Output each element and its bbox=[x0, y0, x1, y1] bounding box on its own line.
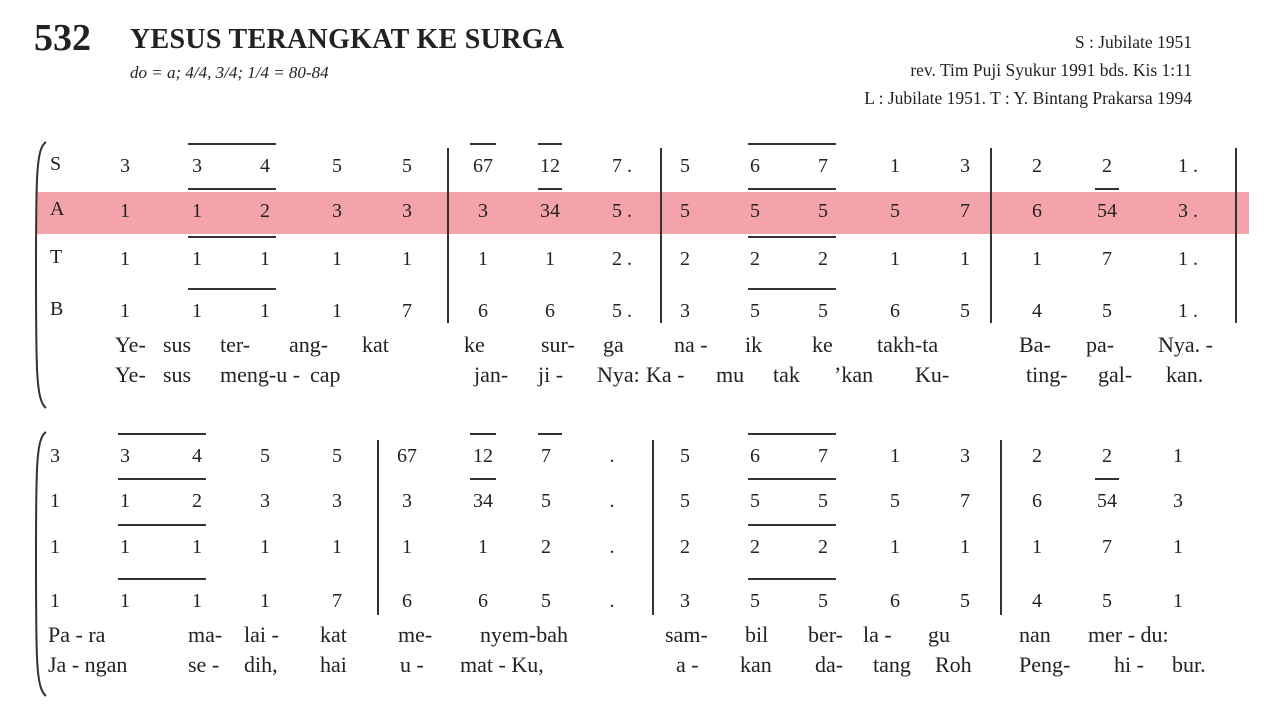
lyric: kan bbox=[740, 652, 772, 677]
note: 6 bbox=[478, 590, 488, 612]
lyric: dih, bbox=[244, 652, 278, 677]
overbar bbox=[188, 288, 276, 290]
note: 5 bbox=[260, 445, 270, 467]
lyric: ke bbox=[464, 332, 485, 357]
overbar bbox=[1095, 478, 1119, 480]
lyric: nan bbox=[1019, 622, 1051, 647]
note: 1 bbox=[1032, 536, 1042, 558]
note: . bbox=[609, 490, 615, 512]
note: 7 bbox=[541, 445, 551, 467]
note: 1 bbox=[50, 490, 60, 512]
lyric: ber- bbox=[808, 622, 843, 647]
note: 5 bbox=[402, 155, 412, 177]
lyric: Ku- bbox=[915, 362, 950, 387]
note: 1 bbox=[192, 590, 202, 612]
note: 12 bbox=[540, 155, 560, 177]
note: 6 bbox=[1032, 490, 1042, 512]
note: 6 bbox=[750, 445, 760, 467]
note: 3 bbox=[1173, 490, 1183, 512]
note: 2 bbox=[260, 200, 270, 222]
note: 2 bbox=[192, 490, 202, 512]
lyric: ma- bbox=[188, 622, 223, 647]
note: 1 bbox=[960, 248, 970, 270]
note: 1 bbox=[1173, 536, 1183, 558]
note: 3 . bbox=[1178, 200, 1198, 222]
part-label: A bbox=[50, 198, 65, 220]
note: 54 bbox=[1097, 490, 1117, 512]
overbar bbox=[470, 433, 496, 435]
note: 1 bbox=[120, 200, 130, 222]
lyric: kan. bbox=[1166, 362, 1204, 387]
note: . bbox=[609, 590, 615, 612]
lyric: Peng- bbox=[1019, 652, 1071, 677]
note: 5 bbox=[1102, 300, 1112, 322]
note: 1 bbox=[260, 300, 270, 322]
note: 5 bbox=[541, 490, 551, 512]
key-meter: do = a; 4/4, 3/4; 1/4 = 80-84 bbox=[130, 63, 329, 82]
lyric: Ja - ngan bbox=[48, 652, 128, 677]
note: 1 bbox=[1032, 248, 1042, 270]
barline bbox=[660, 148, 662, 323]
note: 5 bbox=[332, 445, 342, 467]
overbar bbox=[748, 236, 836, 238]
lyric: bur. bbox=[1172, 652, 1206, 677]
note: 1 bbox=[890, 536, 900, 558]
overbar bbox=[470, 478, 496, 480]
note: 1 bbox=[890, 248, 900, 270]
lyric: mu bbox=[716, 362, 745, 387]
note: 1 bbox=[120, 590, 130, 612]
note: 1 bbox=[50, 590, 60, 612]
note: 6 bbox=[545, 300, 555, 322]
overbar bbox=[118, 433, 206, 435]
note: 1 . bbox=[1178, 300, 1198, 322]
note: 7 bbox=[1102, 536, 1112, 558]
lyric: na - bbox=[674, 332, 708, 357]
lyric: me- bbox=[398, 622, 433, 647]
note: 7 bbox=[402, 300, 412, 322]
overbar bbox=[748, 478, 836, 480]
note: 7 bbox=[332, 590, 342, 612]
note: 1 bbox=[50, 536, 60, 558]
note: 5 bbox=[1102, 590, 1112, 612]
note: 5 bbox=[680, 445, 690, 467]
lyric: mat - Ku, bbox=[460, 652, 544, 677]
lyric: ter- bbox=[220, 332, 251, 357]
lyric: ’kan bbox=[834, 362, 874, 387]
lyric: hai bbox=[320, 652, 347, 677]
note: 1 bbox=[260, 590, 270, 612]
part-label: T bbox=[50, 246, 63, 268]
note: 2 bbox=[680, 248, 690, 270]
lyric: meng-u - bbox=[220, 362, 301, 387]
note: 5 bbox=[890, 490, 900, 512]
lyric: mer - du: bbox=[1088, 622, 1169, 647]
note: 5 bbox=[750, 490, 760, 512]
note: 5 bbox=[680, 490, 690, 512]
note: 2 bbox=[541, 536, 551, 558]
note: . bbox=[609, 445, 615, 467]
note: 6 bbox=[750, 155, 760, 177]
overbar bbox=[748, 524, 836, 526]
note: 3 bbox=[680, 590, 690, 612]
note: 7 . bbox=[612, 155, 632, 177]
lyric: Pa - ra bbox=[48, 622, 106, 647]
note: 1 bbox=[402, 248, 412, 270]
note: 1 bbox=[120, 300, 130, 322]
lyric: gu bbox=[928, 622, 950, 647]
lyric: Nya: bbox=[597, 362, 640, 387]
lyric: Ka - bbox=[646, 362, 685, 387]
lyric: ga bbox=[603, 332, 624, 357]
note: 2 bbox=[818, 248, 828, 270]
note: 3 bbox=[960, 155, 970, 177]
note: 2 bbox=[1102, 445, 1112, 467]
note: 1 bbox=[192, 200, 202, 222]
lyric: lai - bbox=[244, 622, 279, 647]
note: 2 bbox=[818, 536, 828, 558]
note: 67 bbox=[473, 155, 493, 177]
note: 1 bbox=[890, 445, 900, 467]
barline bbox=[1235, 148, 1237, 323]
note: 6 bbox=[1032, 200, 1042, 222]
note: 1 bbox=[960, 536, 970, 558]
note: 5 bbox=[960, 300, 970, 322]
lyric: gal- bbox=[1098, 362, 1133, 387]
note: 2 bbox=[680, 536, 690, 558]
note: 6 bbox=[890, 590, 900, 612]
lyric: kat bbox=[320, 622, 347, 647]
hymn-title: YESUS TERANGKAT KE SURGA bbox=[130, 24, 565, 55]
note: 34 bbox=[540, 200, 560, 222]
note: 2 bbox=[1032, 445, 1042, 467]
note: 5 bbox=[818, 200, 828, 222]
lyric: hi - bbox=[1114, 652, 1144, 677]
note: 1 bbox=[192, 536, 202, 558]
note: 1 bbox=[1173, 445, 1183, 467]
note: 3 bbox=[332, 200, 342, 222]
lyric: jan- bbox=[474, 362, 509, 387]
note: . bbox=[609, 536, 615, 558]
note: 3 bbox=[680, 300, 690, 322]
part-label: B bbox=[50, 298, 64, 320]
part-label: S bbox=[50, 153, 62, 175]
note: 2 . bbox=[612, 248, 632, 270]
note: 3 bbox=[120, 155, 130, 177]
lyric: bil bbox=[745, 622, 769, 647]
note: 6 bbox=[478, 300, 488, 322]
note: 4 bbox=[260, 155, 270, 177]
lyric: Ba- bbox=[1019, 332, 1051, 357]
note: 1 bbox=[545, 248, 555, 270]
note: 4 bbox=[192, 445, 202, 467]
lyric: a - bbox=[676, 652, 699, 677]
overbar bbox=[470, 143, 496, 145]
note: 54 bbox=[1097, 200, 1117, 222]
note: 1 bbox=[260, 248, 270, 270]
barline bbox=[377, 440, 379, 615]
note: 5 bbox=[332, 155, 342, 177]
note: 1 bbox=[260, 536, 270, 558]
note: 7 bbox=[960, 200, 970, 222]
lyric: ik bbox=[745, 332, 763, 357]
note: 5 . bbox=[612, 300, 632, 322]
note: 5 bbox=[818, 300, 828, 322]
note: 5 bbox=[818, 590, 828, 612]
lyric: Nya. - bbox=[1158, 332, 1213, 357]
barline bbox=[652, 440, 654, 615]
note: 1 bbox=[192, 248, 202, 270]
note: 2 bbox=[750, 248, 760, 270]
note: 7 bbox=[1102, 248, 1112, 270]
note: 7 bbox=[960, 490, 970, 512]
system-1-brace bbox=[30, 140, 50, 410]
note: 3 bbox=[332, 490, 342, 512]
lyric: sus bbox=[163, 362, 192, 387]
note: 3 bbox=[192, 155, 202, 177]
note: 5 bbox=[750, 200, 760, 222]
barline bbox=[990, 148, 992, 323]
lyric: la - bbox=[863, 622, 892, 647]
lyric: nyem-bah bbox=[480, 622, 568, 647]
lyric: kat bbox=[362, 332, 389, 357]
note: 6 bbox=[890, 300, 900, 322]
lyric: Ye- bbox=[115, 362, 146, 387]
barline bbox=[447, 148, 449, 323]
credit-line-2: rev. Tim Puji Syukur 1991 bds. Kis 1:11 bbox=[910, 60, 1192, 80]
overbar bbox=[748, 188, 836, 190]
overbar bbox=[188, 188, 276, 190]
lyric: takh-ta bbox=[877, 332, 939, 357]
note: 1 bbox=[478, 536, 488, 558]
note: 3 bbox=[120, 445, 130, 467]
overbar bbox=[188, 236, 276, 238]
lyric: Roh bbox=[935, 652, 972, 677]
note: 5 bbox=[890, 200, 900, 222]
note: 1 bbox=[890, 155, 900, 177]
overbar bbox=[1095, 188, 1119, 190]
overbar bbox=[118, 524, 206, 526]
barline bbox=[1000, 440, 1002, 615]
note: 3 bbox=[960, 445, 970, 467]
note: 2 bbox=[1032, 155, 1042, 177]
note: 5 bbox=[680, 200, 690, 222]
note: 2 bbox=[1102, 155, 1112, 177]
overbar bbox=[118, 478, 206, 480]
note: 5 . bbox=[612, 200, 632, 222]
overbar bbox=[118, 578, 206, 580]
credit-line-1: S : Jubilate 1951 bbox=[1074, 32, 1192, 52]
note: 1 bbox=[332, 300, 342, 322]
note: 1 bbox=[1173, 590, 1183, 612]
note: 3 bbox=[402, 200, 412, 222]
note: 34 bbox=[473, 490, 493, 512]
overbar bbox=[748, 143, 836, 145]
lyric: ting- bbox=[1026, 362, 1068, 387]
note: 2 bbox=[750, 536, 760, 558]
overbar bbox=[188, 143, 276, 145]
overbar bbox=[748, 578, 836, 580]
note: 3 bbox=[50, 445, 60, 467]
lyric: sur- bbox=[541, 332, 575, 357]
note: 1 bbox=[332, 536, 342, 558]
note: 1 . bbox=[1178, 248, 1198, 270]
credit-line-3: L : Jubilate 1951. T : Y. Bintang Prakarsa 1994 bbox=[864, 88, 1192, 108]
note: 6 bbox=[402, 590, 412, 612]
lyric: Ye- bbox=[115, 332, 146, 357]
lyric: tang bbox=[873, 652, 911, 677]
note: 4 bbox=[1032, 300, 1042, 322]
lyric: ke bbox=[812, 332, 833, 357]
note: 12 bbox=[473, 445, 493, 467]
note: 5 bbox=[960, 590, 970, 612]
note: 3 bbox=[478, 200, 488, 222]
note: 4 bbox=[1032, 590, 1042, 612]
note: 1 bbox=[478, 248, 488, 270]
note: 67 bbox=[397, 445, 417, 467]
overbar bbox=[748, 288, 836, 290]
note: 1 . bbox=[1178, 155, 1198, 177]
note: 1 bbox=[120, 248, 130, 270]
lyric: sam- bbox=[665, 622, 708, 647]
overbar bbox=[748, 433, 836, 435]
lyric: se - bbox=[188, 652, 220, 677]
lyric: tak bbox=[773, 362, 800, 387]
lyric: u - bbox=[400, 652, 424, 677]
note: 5 bbox=[680, 155, 690, 177]
overbar bbox=[538, 433, 562, 435]
note: 1 bbox=[120, 490, 130, 512]
note: 3 bbox=[260, 490, 270, 512]
overbar bbox=[538, 143, 562, 145]
note: 3 bbox=[402, 490, 412, 512]
note: 7 bbox=[818, 155, 828, 177]
note: 1 bbox=[192, 300, 202, 322]
note: 1 bbox=[120, 536, 130, 558]
lyric: sus bbox=[163, 332, 192, 357]
lyric: pa- bbox=[1086, 332, 1115, 357]
overbar bbox=[538, 188, 562, 190]
note: 5 bbox=[750, 590, 760, 612]
system-2-brace bbox=[30, 430, 50, 698]
lyric: da- bbox=[815, 652, 844, 677]
note: 5 bbox=[541, 590, 551, 612]
lyric: cap bbox=[310, 362, 341, 387]
note: 7 bbox=[818, 445, 828, 467]
lyric: ji - bbox=[538, 362, 564, 387]
note: 5 bbox=[818, 490, 828, 512]
note: 1 bbox=[402, 536, 412, 558]
hymn-number: 532 bbox=[34, 17, 91, 59]
note: 5 bbox=[750, 300, 760, 322]
note: 1 bbox=[332, 248, 342, 270]
lyric: ang- bbox=[289, 332, 329, 357]
